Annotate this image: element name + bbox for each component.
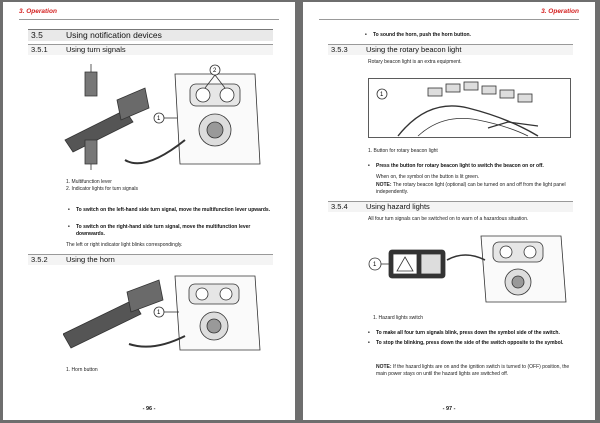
subsection-heading <box>28 254 273 265</box>
instruction-bullet: • To stop the blinking, press down the side of the switch opposite to the symbol. <box>376 340 576 347</box>
legend-item: 1. Button for rotary beacon light <box>368 148 438 154</box>
section-title: Using hazard lights <box>366 202 430 211</box>
left-page <box>3 2 295 420</box>
page-number: - 97 - <box>442 406 456 412</box>
note-label: NOTE: <box>376 182 392 188</box>
instruction-bullet: • To switch on the right-hand side turn signal, move the multifunction lever downwards. <box>76 224 271 237</box>
header-rule <box>319 19 579 20</box>
horn-illustration <box>63 270 269 352</box>
section-heading <box>28 29 273 41</box>
note-text: The rotary beacon light (optional) can be turned on and off from the light panel independently. <box>376 182 566 195</box>
subsection-heading <box>28 44 273 55</box>
section-number: 3.5.1 <box>31 45 48 54</box>
instruction-bullet: • To make all four turn signals blink, press down the symbol side of the switch. <box>376 330 576 337</box>
legend-item: 1. Multifunction lever <box>66 179 112 185</box>
section-title: Using turn signals <box>66 45 126 54</box>
note-label: NOTE: <box>376 364 392 370</box>
legend-item: 1. Horn button <box>66 367 98 373</box>
turn-signal-illustration <box>55 60 267 172</box>
chapter-header: 3. Operation <box>19 8 57 15</box>
subsection-heading <box>328 201 573 212</box>
beacon-green-text: When on, the symbol on the button is lit green. <box>376 174 480 180</box>
callout-2: 2 <box>213 68 217 74</box>
right-page <box>303 2 595 420</box>
legend-item: 1. Hazard lights switch <box>373 315 424 321</box>
section-number: 3.5.2 <box>31 255 48 264</box>
beacon-intro: Rotary beacon light is an extra equipment. <box>368 59 462 65</box>
callout-1: 1 <box>157 116 161 122</box>
section-number: 3.5 <box>31 30 43 40</box>
hazard-note <box>376 364 576 377</box>
instruction-bullet: • To switch on the left-hand side turn signal, move the multifunction lever upwards. <box>76 207 271 214</box>
page-number: - 96 - <box>142 406 156 412</box>
section-number: 3.5.4 <box>331 202 348 211</box>
callout-1: 1 <box>157 310 161 316</box>
legend-item: 2. Indicator lights for turn signals <box>66 186 138 192</box>
subsection-heading <box>328 44 573 55</box>
beacon-illustration <box>368 78 571 138</box>
callout-1: 1 <box>380 92 384 98</box>
note-text: If the hazard lights are on and the ignition switch is turned to (OFF) position, the main power stays on until the hazard lights are switched off. <box>376 364 570 377</box>
section-number: 3.5.3 <box>331 45 348 54</box>
section-title: Using notification devices <box>66 30 162 40</box>
hazard-illustration <box>365 230 571 304</box>
beacon-note <box>376 182 576 195</box>
section-title: Using the horn <box>66 255 115 264</box>
chapter-header: 3. Operation <box>541 8 579 15</box>
hazard-intro: All four turn signals can be switched on to warn of a hazardous situation. <box>368 216 529 222</box>
section-title: Using the rotary beacon light <box>366 45 462 54</box>
header-rule <box>19 19 279 20</box>
turn-note: The left or right indicator light blinks correspondingly. <box>66 242 183 248</box>
instruction-bullet: • Press the button for rotary beacon light to switch the beacon on or off. <box>376 163 576 170</box>
callout-1: 1 <box>373 262 377 268</box>
instruction-bullet: • To sound the horn, push the horn button. <box>373 32 573 39</box>
